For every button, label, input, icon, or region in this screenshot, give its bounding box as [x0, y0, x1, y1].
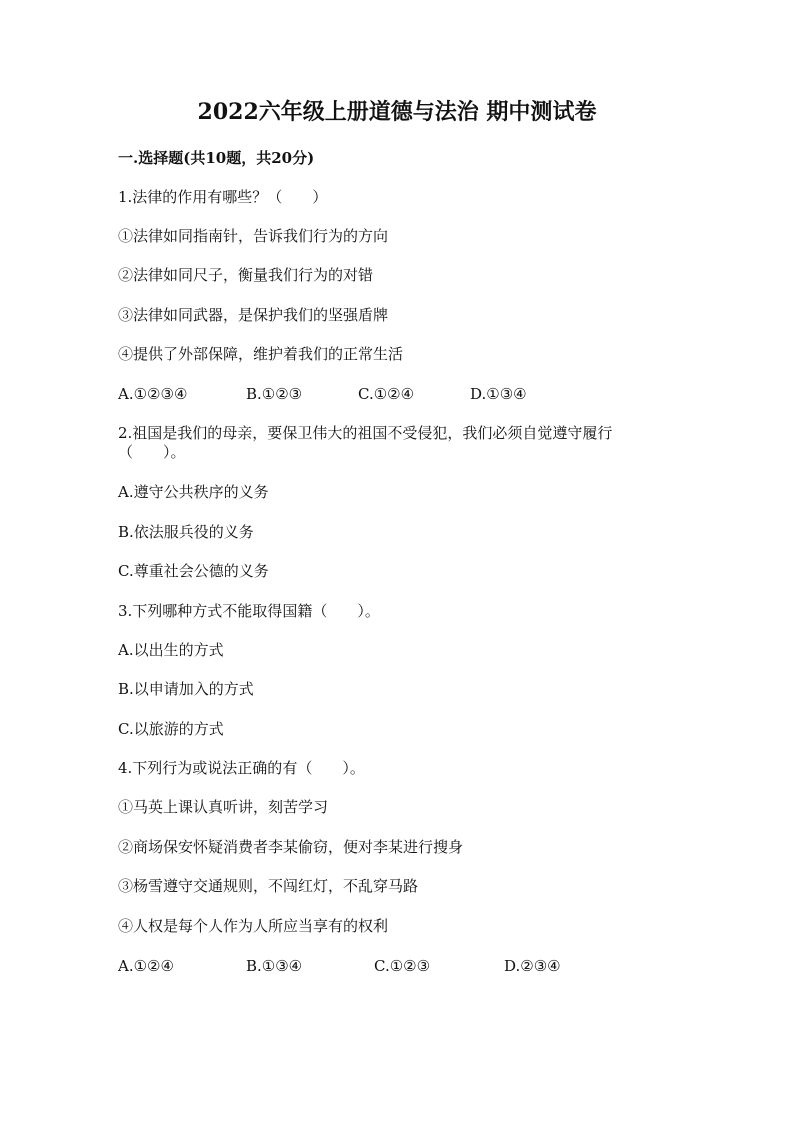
option-a: A.①②③④ — [118, 385, 188, 403]
option-c: C.①②④ — [358, 385, 415, 403]
section-heading: 一.选择题(共10题，共20分) — [118, 149, 315, 167]
question-3-stem: 3.下列哪种方式不能取得国籍（ ）。 — [118, 602, 380, 620]
question-4-item: ①马英上课认真听讲，刻苦学习 — [118, 798, 329, 816]
question-1-item: ③法律如同武器，是保护我们的坚强盾牌 — [118, 306, 389, 324]
question-4-item: ③杨雪遵守交通规则，不闯红灯，不乱穿马路 — [118, 877, 419, 895]
question-2-stem-continued: （ ）。 — [118, 443, 186, 461]
question-2-option: B.依法服兵役的义务 — [118, 523, 254, 541]
question-4-stem: 4.下列行为或说法正确的有（ ）。 — [118, 759, 365, 777]
question-1-stem: 1.法律的作用有哪些？（ ） — [118, 188, 328, 206]
option-b: B.①②③ — [246, 385, 303, 403]
question-1-item: ①法律如同指南针，告诉我们行为的方向 — [118, 227, 389, 245]
question-2-option: A.遵守公共秩序的义务 — [118, 483, 269, 501]
option-d: D.①③④ — [470, 385, 527, 403]
question-4-item: ④人权是每个人作为人所应当享有的权利 — [118, 917, 389, 935]
question-3-option: C.以旅游的方式 — [118, 720, 224, 738]
question-1-item: ④提供了外部保障，维护着我们的正常生活 — [118, 345, 404, 363]
question-2-stem: 2.祖国是我们的母亲，要保卫伟大的祖国不受侵犯，我们必须自觉遵守履行 — [118, 424, 613, 442]
question-4-item: ②商场保安怀疑消费者李某偷窃，便对李某进行搜身 — [118, 838, 464, 856]
question-1-item: ②法律如同尺子，衡量我们行为的对错 — [118, 266, 374, 284]
option-c: C.①②③ — [374, 957, 431, 975]
question-3-option: B.以申请加入的方式 — [118, 680, 254, 698]
page-title: 2022六年级上册道德与法治 期中测试卷 — [197, 99, 597, 125]
option-d: D.②③④ — [504, 957, 561, 975]
option-a: A.①②④ — [118, 957, 174, 975]
question-2-option: C.尊重社会公德的义务 — [118, 562, 269, 580]
question-3-option: A.以出生的方式 — [118, 641, 224, 659]
option-b: B.①③④ — [246, 957, 303, 975]
